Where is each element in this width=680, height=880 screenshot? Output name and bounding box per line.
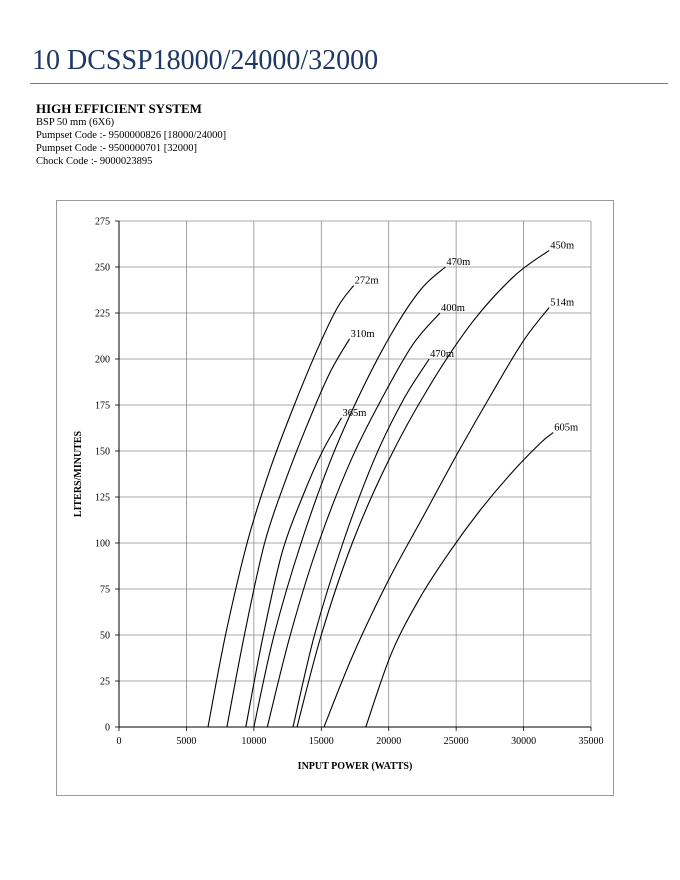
y-tick-label: 0 — [105, 722, 110, 734]
x-tick-label: 10000 — [241, 736, 267, 747]
spec-heading: HIGH EFFICIENT SYSTEM — [36, 101, 202, 116]
spec-block — [36, 101, 226, 168]
series-label-605m-8: 605m — [554, 422, 579, 434]
chart-frame — [56, 200, 614, 796]
series-label-470m-3: 470m — [446, 257, 471, 268]
series-line-450m-6 — [297, 250, 549, 727]
page-title: 10 DCSSP18000/24000/32000 — [32, 45, 379, 76]
x-tick-label: 35000 — [578, 736, 604, 747]
x-tick-label: 0 — [116, 736, 122, 747]
title-divider — [30, 83, 668, 84]
series-label-272m-0: 272m — [354, 275, 379, 287]
series-line-605m-8 — [366, 433, 553, 727]
y-tick-label: 175 — [95, 400, 110, 412]
x-tick-label: 20000 — [376, 736, 402, 747]
y-tick-label: 50 — [100, 630, 110, 642]
x-axis-title: INPUT POWER (WATTS) — [297, 761, 413, 772]
x-tick-label: 5000 — [176, 736, 197, 747]
spec-line-pumpset-code-18000-24000: Pumpset Code :- 9500000826 [18000/24000] — [36, 130, 227, 141]
y-tick-label: 225 — [95, 308, 110, 320]
series-label-365m-2: 365m — [342, 407, 367, 419]
y-tick-label: 25 — [100, 676, 110, 688]
series-line-514m-7 — [324, 308, 549, 728]
series-label-450m-6: 450m — [550, 240, 575, 252]
series-label-470m-5: 470m — [430, 349, 455, 360]
y-tick-label: 75 — [100, 584, 110, 596]
y-axis-title: LITERS/MINUTES — [73, 430, 84, 518]
y-tick-label: 100 — [95, 538, 110, 550]
series-label-514m-7: 514m — [550, 297, 575, 309]
spec-line-bsp: BSP 50 mm (6X6) — [36, 117, 115, 128]
spec-line-chock-code: Chock Code :- 9000023895 — [36, 156, 153, 167]
x-tick-label: 25000 — [443, 736, 469, 747]
y-tick-label: 150 — [95, 446, 110, 458]
series-label-310m-1: 310m — [350, 328, 375, 340]
y-tick-label: 125 — [95, 492, 110, 504]
series-label-400m-4: 400m — [440, 303, 465, 314]
y-tick-label: 200 — [95, 354, 110, 366]
spec-line-pumpset-code-32000: Pumpset Code :- 9500000701 [32000] — [36, 143, 197, 154]
y-tick-label: 275 — [95, 216, 110, 228]
x-tick-label: 30000 — [511, 736, 537, 747]
y-tick-label: 250 — [95, 262, 110, 274]
pump-performance-chart — [57, 201, 615, 797]
x-tick-label: 15000 — [308, 736, 334, 747]
